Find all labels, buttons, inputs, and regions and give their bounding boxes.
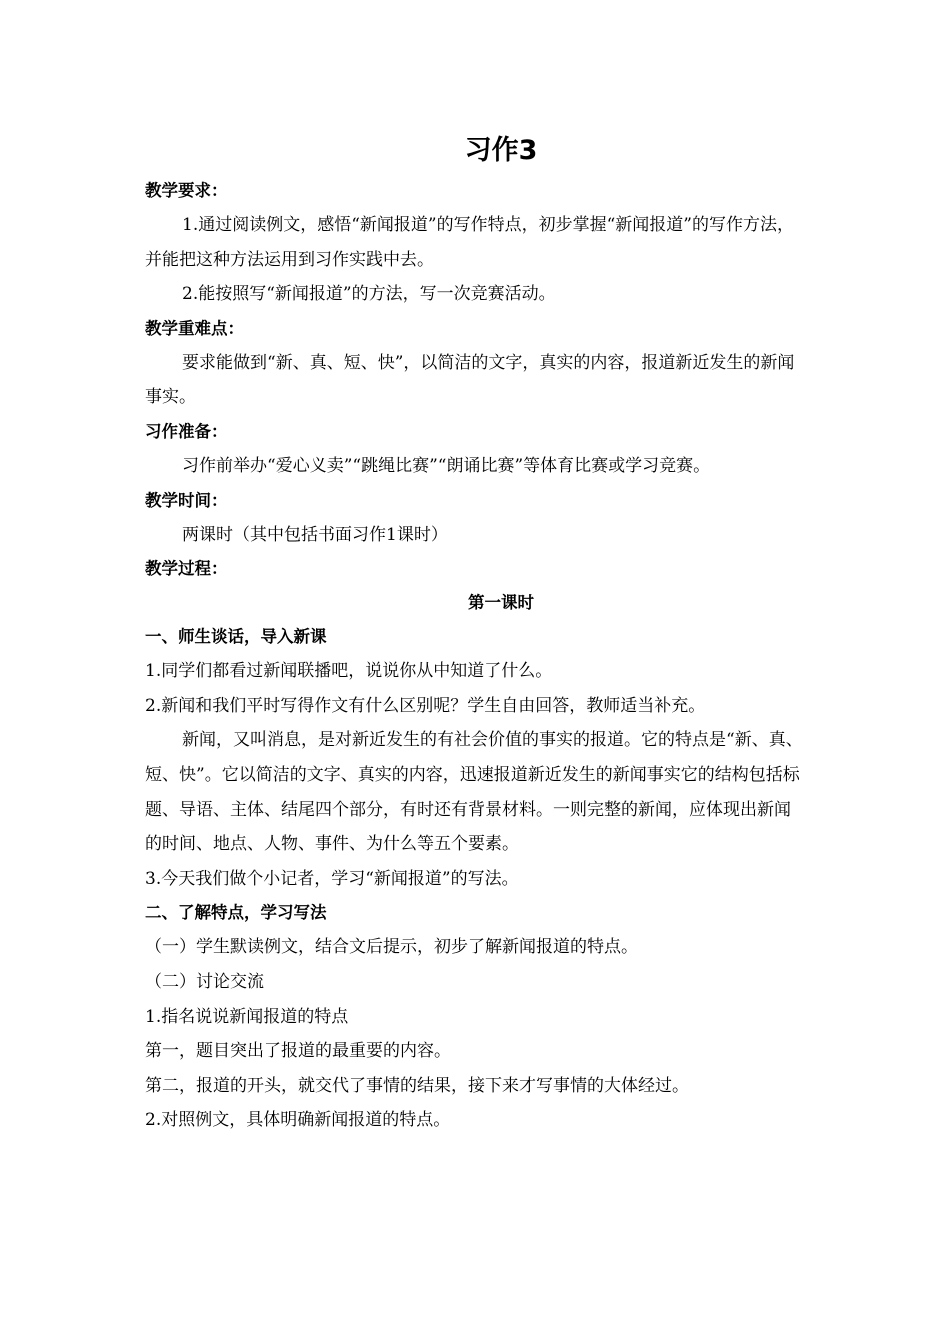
part-1-item-2: 2.新闻和我们平时写得作文有什么区别呢？学生自由回答，教师适当补充。 [145, 695, 706, 716]
time-heading: 教学时间： [145, 490, 228, 510]
keypoints-heading: 教学重难点： [145, 318, 244, 338]
part-1-item-1: 1.同学们都看过新闻联播吧，说说你从中知道了什么。 [145, 661, 553, 682]
part-2-item-6: 2.对照例文，具体明确新闻报道的特点。 [145, 1110, 451, 1131]
page-title: 习作3 [464, 135, 538, 166]
part-1-heading: 一、师生谈话，导入新课 [145, 627, 327, 647]
lesson-1-heading: 第一课时 [468, 593, 534, 613]
requirement-1: 1.通过阅读例文，感悟“新闻报道”的写作特点，初步掌握“新闻报道”的写作方法，并能把这种方法运用到习作实践中去。 [145, 215, 794, 270]
part-2-item-5: 第二，报道的开头，就交代了事情的结果，接下来才写事情的大体经过。 [145, 1075, 689, 1096]
keypoints-text: 要求能做到“新、真、短、快”，以简洁的文字，真实的内容，报道新近发生的新闻事实。 [145, 352, 795, 408]
part-2-item-4: 第一，题目突出了报道的最重要的内容。 [145, 1041, 451, 1062]
part-2-item-2: （二）讨论交流 [145, 971, 264, 992]
part-2-item-3: 1.指名说说新闻报道的特点 [145, 1006, 349, 1027]
time-text: 两课时（其中包括书面习作1课时） [182, 524, 448, 545]
requirement-2: 2.能按照写“新闻报道”的方法，写一次竞赛活动。 [182, 284, 556, 305]
part-2-item-1: （一）学生默读例文，结合文后提示，初步了解新闻报道的特点。 [145, 937, 638, 958]
process-heading: 教学过程： [145, 559, 228, 579]
prep-heading: 习作准备： [145, 421, 228, 441]
prep-text: 习作前举办“爱心义卖”“跳绳比赛”“朗诵比赛”等体育比赛或学习竞赛。 [182, 455, 711, 476]
part-1-item-3: 3.今天我们做个小记者，学习“新闻报道”的写法。 [145, 868, 519, 889]
document-page [145, 128, 807, 1138]
requirements-heading: 教学要求： [145, 181, 228, 200]
part-2-heading: 二、了解特点，学习写法 [145, 903, 327, 923]
part-1-news-definition: 新闻，又叫消息，是对新近发生的有社会价值的事实的报道。它的特点是“新、真、短、快”。它以简洁的文字、真实的内容，迅速报道新近发生的新闻事实它的结构包括标题、导语、主体、结尾四个部分，有时还有背景材料。一则完整的新闻，应体现出新闻的时间、地点、人物、事件、为什么等五个要素。 [145, 730, 803, 855]
